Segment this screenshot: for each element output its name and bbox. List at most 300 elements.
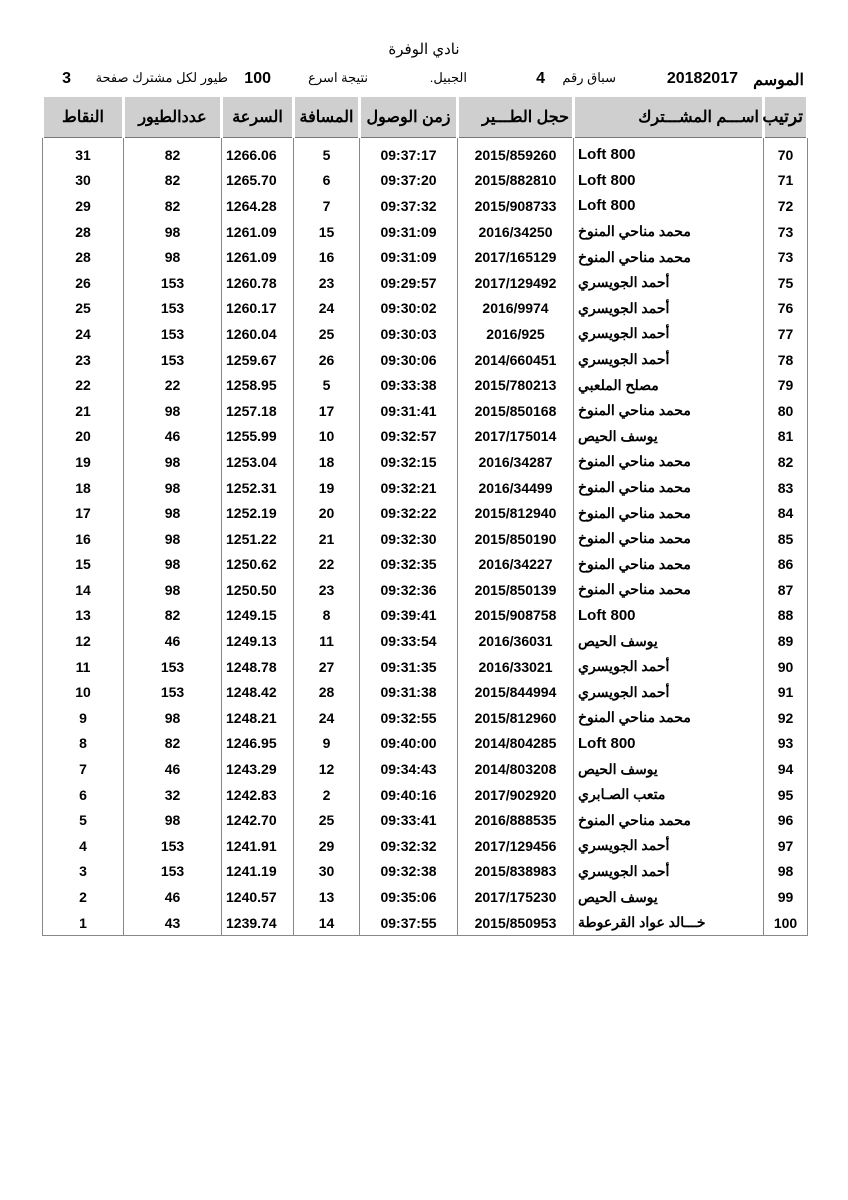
cell-speed: 1248.42 (222, 679, 294, 705)
cell-ring: 2015/850168 (458, 398, 574, 424)
cell-rank: 97 (764, 833, 808, 859)
cell-ring: 2015/850190 (458, 526, 574, 552)
table-row (43, 833, 808, 859)
cell-rank: 85 (764, 526, 808, 552)
cell-points: 28 (43, 219, 124, 245)
cell-speed: 1264.28 (222, 193, 294, 219)
cell-rank: 90 (764, 654, 808, 680)
cell-speed: 1259.67 (222, 347, 294, 373)
cell-speed: 1258.95 (222, 372, 294, 398)
cell-distance: 21 (294, 526, 360, 552)
cell-arrival: 09:37:55 (360, 910, 458, 936)
table-row (43, 884, 808, 910)
table-row (43, 500, 808, 526)
cell-arrival: 09:40:00 (360, 731, 458, 757)
cell-rank: 81 (764, 424, 808, 450)
cell-points: 19 (43, 449, 124, 475)
cell-points: 9 (43, 705, 124, 731)
cell-ring: 2014/804285 (458, 731, 574, 757)
cell-birds: 82 (124, 142, 222, 168)
cell-birds: 43 (124, 910, 222, 936)
table-row (43, 603, 808, 629)
table-row (43, 168, 808, 194)
cell-member: محمد مناحي المنوخ (574, 705, 764, 731)
cell-ring: 2015/844994 (458, 679, 574, 705)
result-label: نتيجة اسرع (308, 70, 368, 85)
cell-arrival: 09:37:32 (360, 193, 458, 219)
fastest-count: 100 (244, 70, 271, 87)
table-row (43, 731, 808, 757)
cell-rank: 86 (764, 552, 808, 578)
cell-arrival: 09:32:36 (360, 577, 458, 603)
cell-ring: 2017/165129 (458, 244, 574, 270)
cell-ring: 2016/34227 (458, 552, 574, 578)
cell-birds: 98 (124, 219, 222, 245)
race-number-value: 4 (536, 70, 545, 87)
cell-distance: 14 (294, 910, 360, 936)
cell-arrival: 09:29:57 (360, 270, 458, 296)
cell-distance: 12 (294, 756, 360, 782)
cell-speed: 1260.17 (222, 296, 294, 322)
cell-distance: 18 (294, 449, 360, 475)
cell-member: يوسف الحيص (574, 756, 764, 782)
cell-speed: 1253.04 (222, 449, 294, 475)
cell-arrival: 09:31:38 (360, 679, 458, 705)
cell-points: 26 (43, 270, 124, 296)
cell-arrival: 09:30:06 (360, 347, 458, 373)
cell-ring: 2016/9974 (458, 296, 574, 322)
cell-ring: 2015/908758 (458, 603, 574, 629)
cell-birds: 153 (124, 679, 222, 705)
cell-points: 8 (43, 731, 124, 757)
race-location: الجبيل. (429, 70, 467, 85)
col-header-speed: السرعة (222, 97, 294, 138)
cell-ring: 2016/925 (458, 321, 574, 347)
cell-points: 23 (43, 347, 124, 373)
cell-member: أحمد الجويسري (574, 833, 764, 859)
cell-rank: 71 (764, 168, 808, 194)
cell-distance: 24 (294, 296, 360, 322)
cell-birds: 98 (124, 807, 222, 833)
cell-arrival: 09:37:20 (360, 168, 458, 194)
cell-member: محمد مناحي المنوخ (574, 244, 764, 270)
cell-distance: 27 (294, 654, 360, 680)
cell-distance: 9 (294, 731, 360, 757)
cell-points: 2 (43, 884, 124, 910)
cell-birds: 82 (124, 168, 222, 194)
cell-arrival: 09:30:02 (360, 296, 458, 322)
cell-points: 20 (43, 424, 124, 450)
cell-ring: 2017/175014 (458, 424, 574, 450)
cell-ring: 2015/850139 (458, 577, 574, 603)
cell-member: أحمد الجويسري (574, 679, 764, 705)
cell-member: محمد مناحي المنوخ (574, 219, 764, 245)
col-header-distance: المسافة (294, 97, 360, 138)
cell-member: محمد مناحي المنوخ (574, 577, 764, 603)
cell-distance: 10 (294, 424, 360, 450)
cell-distance: 5 (294, 142, 360, 168)
cell-speed: 1249.15 (222, 603, 294, 629)
cell-ring: 2015/812960 (458, 705, 574, 731)
cell-points: 30 (43, 168, 124, 194)
table-row (43, 475, 808, 501)
table-row (43, 552, 808, 578)
cell-ring: 2015/812940 (458, 500, 574, 526)
cell-arrival: 09:32:55 (360, 705, 458, 731)
cell-distance: 23 (294, 270, 360, 296)
cell-member: محمد مناحي المنوخ (574, 398, 764, 424)
cell-points: 5 (43, 807, 124, 833)
cell-distance: 25 (294, 807, 360, 833)
cell-member: Loft 800 (574, 193, 764, 219)
cell-member: يوسف الحيص (574, 628, 764, 654)
table-row (43, 705, 808, 731)
cell-member: محمد مناحي المنوخ (574, 552, 764, 578)
cell-speed: 1252.31 (222, 475, 294, 501)
cell-points: 11 (43, 654, 124, 680)
cell-ring: 2017/175230 (458, 884, 574, 910)
cell-speed: 1260.78 (222, 270, 294, 296)
table-row (43, 526, 808, 552)
cell-ring: 2015/850953 (458, 910, 574, 936)
cell-birds: 82 (124, 193, 222, 219)
cell-arrival: 09:31:35 (360, 654, 458, 680)
cell-rank: 88 (764, 603, 808, 629)
cell-rank: 78 (764, 347, 808, 373)
cell-arrival: 09:31:41 (360, 398, 458, 424)
cell-birds: 153 (124, 654, 222, 680)
table-row (43, 296, 808, 322)
col-header-ring: حجل الطـــير (458, 97, 574, 138)
cell-arrival: 09:32:30 (360, 526, 458, 552)
cell-birds: 153 (124, 321, 222, 347)
cell-speed: 1265.70 (222, 168, 294, 194)
cell-rank: 80 (764, 398, 808, 424)
cell-birds: 153 (124, 347, 222, 373)
cell-rank: 93 (764, 731, 808, 757)
cell-ring: 2017/129456 (458, 833, 574, 859)
cell-rank: 84 (764, 500, 808, 526)
cell-rank: 75 (764, 270, 808, 296)
cell-birds: 82 (124, 731, 222, 757)
cell-speed: 1240.57 (222, 884, 294, 910)
cell-distance: 28 (294, 679, 360, 705)
cell-ring: 2016/36031 (458, 628, 574, 654)
col-header-member: اســـم المشـــترك (574, 97, 764, 138)
cell-speed: 1255.99 (222, 424, 294, 450)
cell-points: 24 (43, 321, 124, 347)
cell-birds: 46 (124, 628, 222, 654)
cell-points: 21 (43, 398, 124, 424)
cell-rank: 72 (764, 193, 808, 219)
cell-distance: 2 (294, 782, 360, 808)
cell-member: أحمد الجويسري (574, 347, 764, 373)
cell-arrival: 09:37:17 (360, 142, 458, 168)
cell-birds: 98 (124, 705, 222, 731)
table-row (43, 398, 808, 424)
cell-ring: 2017/129492 (458, 270, 574, 296)
season-value: 20182017 (666, 70, 738, 87)
table-row (43, 679, 808, 705)
cell-rank: 83 (764, 475, 808, 501)
cell-distance: 7 (294, 193, 360, 219)
cell-ring: 2016/34499 (458, 475, 574, 501)
cell-points: 6 (43, 782, 124, 808)
cell-rank: 96 (764, 807, 808, 833)
cell-points: 15 (43, 552, 124, 578)
cell-speed: 1261.09 (222, 244, 294, 270)
cell-ring: 2016/34287 (458, 449, 574, 475)
cell-speed: 1257.18 (222, 398, 294, 424)
cell-speed: 1260.04 (222, 321, 294, 347)
cell-birds: 46 (124, 884, 222, 910)
cell-points: 16 (43, 526, 124, 552)
cell-distance: 5 (294, 372, 360, 398)
cell-distance: 19 (294, 475, 360, 501)
per-member-label: طيور لكل مشترك صفحة (95, 70, 228, 85)
page-number: 3 (62, 70, 71, 87)
cell-distance: 15 (294, 219, 360, 245)
cell-arrival: 09:39:41 (360, 603, 458, 629)
cell-member: Loft 800 (574, 603, 764, 629)
cell-distance: 20 (294, 500, 360, 526)
cell-rank: 73 (764, 219, 808, 245)
cell-speed: 1242.70 (222, 807, 294, 833)
cell-member: يوسف الحيص (574, 424, 764, 450)
cell-rank: 92 (764, 705, 808, 731)
cell-ring: 2015/780213 (458, 372, 574, 398)
cell-member: محمد مناحي المنوخ (574, 807, 764, 833)
cell-ring: 2014/660451 (458, 347, 574, 373)
cell-speed: 1251.22 (222, 526, 294, 552)
col-header-points: النقاط (43, 97, 124, 138)
cell-distance: 6 (294, 168, 360, 194)
cell-distance: 30 (294, 859, 360, 885)
cell-points: 13 (43, 603, 124, 629)
cell-member: أحمد الجويسري (574, 270, 764, 296)
cell-member: أحمد الجويسري (574, 296, 764, 322)
cell-distance: 13 (294, 884, 360, 910)
cell-member: محمد مناحي المنوخ (574, 475, 764, 501)
race-info-bar (0, 70, 848, 92)
cell-arrival: 09:32:32 (360, 833, 458, 859)
cell-points: 7 (43, 756, 124, 782)
table-row (43, 321, 808, 347)
table-row (43, 807, 808, 833)
cell-arrival: 09:30:03 (360, 321, 458, 347)
cell-arrival: 09:32:21 (360, 475, 458, 501)
cell-distance: 25 (294, 321, 360, 347)
cell-distance: 22 (294, 552, 360, 578)
table-header-row (43, 97, 808, 138)
cell-points: 17 (43, 500, 124, 526)
cell-birds: 82 (124, 603, 222, 629)
cell-member: Loft 800 (574, 142, 764, 168)
cell-rank: 89 (764, 628, 808, 654)
table-row (43, 577, 808, 603)
cell-birds: 98 (124, 244, 222, 270)
cell-ring: 2016/34250 (458, 219, 574, 245)
cell-speed: 1248.78 (222, 654, 294, 680)
cell-ring: 2015/838983 (458, 859, 574, 885)
cell-member: متعب الصـابري (574, 782, 764, 808)
cell-rank: 99 (764, 884, 808, 910)
cell-ring: 2014/803208 (458, 756, 574, 782)
cell-arrival: 09:33:38 (360, 372, 458, 398)
cell-points: 31 (43, 142, 124, 168)
cell-distance: 29 (294, 833, 360, 859)
cell-rank: 95 (764, 782, 808, 808)
col-header-rank: ترتيب (764, 97, 808, 138)
cell-speed: 1249.13 (222, 628, 294, 654)
cell-arrival: 09:32:15 (360, 449, 458, 475)
cell-birds: 153 (124, 270, 222, 296)
table-row (43, 424, 808, 450)
cell-member: يوسف الحيص (574, 884, 764, 910)
cell-birds: 46 (124, 424, 222, 450)
table-row (43, 219, 808, 245)
cell-arrival: 09:33:41 (360, 807, 458, 833)
cell-member: محمد مناحي المنوخ (574, 526, 764, 552)
cell-ring: 2016/33021 (458, 654, 574, 680)
cell-arrival: 09:34:43 (360, 756, 458, 782)
cell-birds: 46 (124, 756, 222, 782)
cell-rank: 73 (764, 244, 808, 270)
table-row (43, 244, 808, 270)
cell-distance: 17 (294, 398, 360, 424)
cell-speed: 1250.62 (222, 552, 294, 578)
cell-rank: 82 (764, 449, 808, 475)
cell-distance: 8 (294, 603, 360, 629)
cell-member: محمد مناحي المنوخ (574, 449, 764, 475)
cell-birds: 98 (124, 552, 222, 578)
table-row (43, 347, 808, 373)
cell-speed: 1243.29 (222, 756, 294, 782)
cell-arrival: 09:32:57 (360, 424, 458, 450)
cell-distance: 16 (294, 244, 360, 270)
cell-arrival: 09:32:22 (360, 500, 458, 526)
cell-member: مصلح الملعبي (574, 372, 764, 398)
cell-member: Loft 800 (574, 731, 764, 757)
cell-speed: 1261.09 (222, 219, 294, 245)
cell-rank: 70 (764, 142, 808, 168)
table-row (43, 628, 808, 654)
cell-speed: 1266.06 (222, 142, 294, 168)
table-row (43, 142, 808, 168)
cell-ring: 2015/882810 (458, 168, 574, 194)
cell-member: خـــالد عواد القرعوطة (574, 910, 764, 936)
table-row (43, 449, 808, 475)
table-row (43, 756, 808, 782)
cell-speed: 1241.91 (222, 833, 294, 859)
cell-points: 1 (43, 910, 124, 936)
cell-rank: 76 (764, 296, 808, 322)
season-label: الموسم (753, 72, 804, 89)
cell-speed: 1242.83 (222, 782, 294, 808)
cell-speed: 1250.50 (222, 577, 294, 603)
cell-arrival: 09:35:06 (360, 884, 458, 910)
cell-speed: 1248.21 (222, 705, 294, 731)
cell-member: Loft 800 (574, 168, 764, 194)
cell-arrival: 09:31:09 (360, 244, 458, 270)
cell-distance: 26 (294, 347, 360, 373)
cell-points: 12 (43, 628, 124, 654)
cell-birds: 153 (124, 859, 222, 885)
cell-rank: 91 (764, 679, 808, 705)
cell-speed: 1246.95 (222, 731, 294, 757)
cell-distance: 23 (294, 577, 360, 603)
cell-points: 28 (43, 244, 124, 270)
table-row (43, 782, 808, 808)
results-table (41, 97, 809, 936)
table-row (43, 193, 808, 219)
cell-arrival: 09:31:09 (360, 219, 458, 245)
cell-birds: 98 (124, 526, 222, 552)
cell-birds: 153 (124, 833, 222, 859)
cell-rank: 79 (764, 372, 808, 398)
cell-rank: 98 (764, 859, 808, 885)
cell-rank: 94 (764, 756, 808, 782)
cell-speed: 1252.19 (222, 500, 294, 526)
cell-birds: 98 (124, 577, 222, 603)
cell-ring: 2017/902920 (458, 782, 574, 808)
cell-speed: 1239.74 (222, 910, 294, 936)
col-header-birds: عددالطيور (124, 97, 222, 138)
cell-speed: 1241.19 (222, 859, 294, 885)
cell-points: 18 (43, 475, 124, 501)
table-row (43, 270, 808, 296)
cell-arrival: 09:33:54 (360, 628, 458, 654)
cell-points: 3 (43, 859, 124, 885)
cell-points: 10 (43, 679, 124, 705)
table-row (43, 910, 808, 936)
race-number-label: سباق رقم (562, 70, 616, 85)
cell-arrival: 09:32:35 (360, 552, 458, 578)
cell-birds: 22 (124, 372, 222, 398)
cell-birds: 98 (124, 475, 222, 501)
table-row (43, 654, 808, 680)
cell-points: 25 (43, 296, 124, 322)
cell-ring: 2015/908733 (458, 193, 574, 219)
col-header-arrival: زمن الوصول (360, 97, 458, 138)
cell-rank: 100 (764, 910, 808, 936)
cell-points: 4 (43, 833, 124, 859)
cell-member: أحمد الجويسري (574, 654, 764, 680)
cell-birds: 32 (124, 782, 222, 808)
cell-ring: 2015/859260 (458, 142, 574, 168)
cell-distance: 24 (294, 705, 360, 731)
cell-birds: 98 (124, 449, 222, 475)
cell-rank: 77 (764, 321, 808, 347)
cell-points: 22 (43, 372, 124, 398)
cell-distance: 11 (294, 628, 360, 654)
cell-member: أحمد الجويسري (574, 859, 764, 885)
cell-birds: 98 (124, 500, 222, 526)
cell-member: أحمد الجويسري (574, 321, 764, 347)
table-row (43, 372, 808, 398)
cell-ring: 2016/888535 (458, 807, 574, 833)
cell-arrival: 09:40:16 (360, 782, 458, 808)
club-name: نادي الوفرة (388, 41, 460, 58)
cell-points: 14 (43, 577, 124, 603)
cell-birds: 153 (124, 296, 222, 322)
cell-birds: 98 (124, 398, 222, 424)
cell-points: 29 (43, 193, 124, 219)
cell-member: محمد مناحي المنوخ (574, 500, 764, 526)
cell-rank: 87 (764, 577, 808, 603)
table-row (43, 859, 808, 885)
cell-arrival: 09:32:38 (360, 859, 458, 885)
